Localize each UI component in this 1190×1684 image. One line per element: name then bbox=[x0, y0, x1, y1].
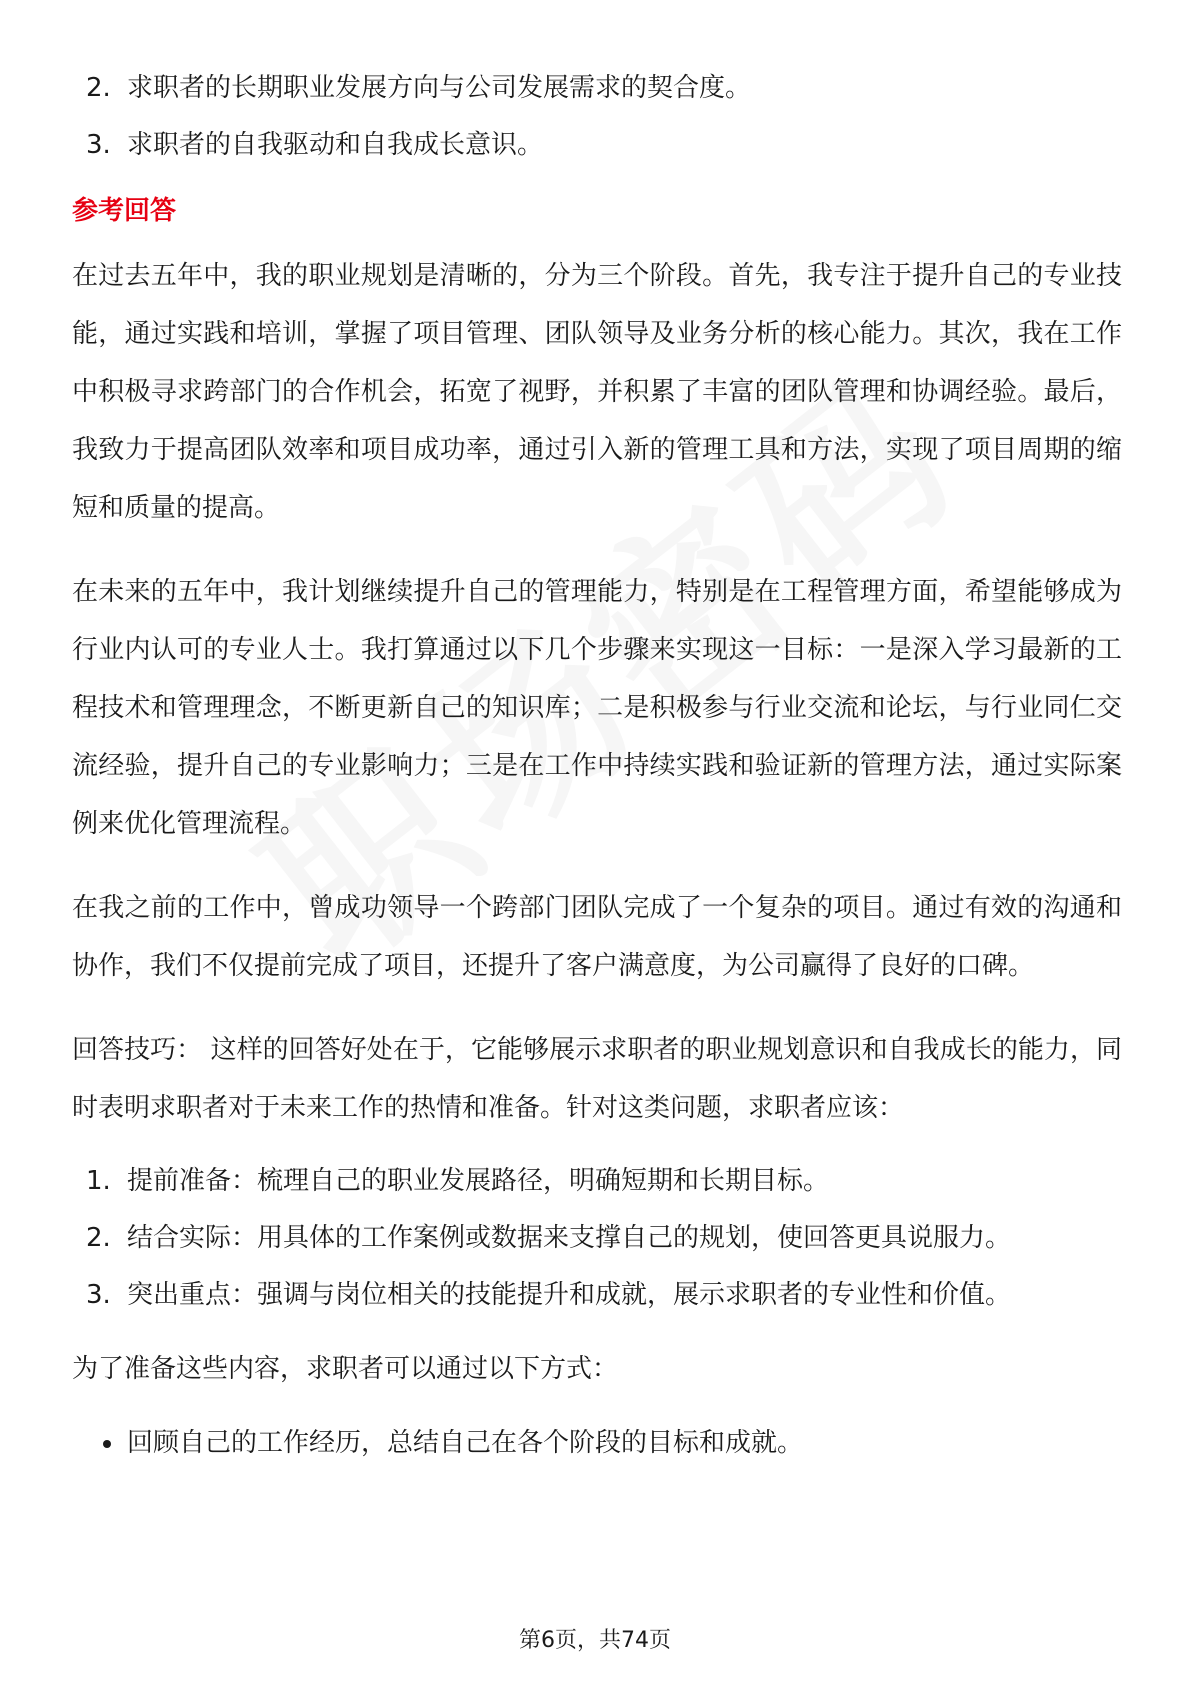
tips-paragraph: 回答技巧： 这样的回答好处在于，它能够展示求职者的职业规划意识和自我成长的能力，同时表明求职者对于未来工作的热情和准备。针对这类问题，求职者应该： bbox=[72, 1035, 1122, 1123]
list-number: 1. bbox=[86, 1166, 111, 1196]
requirements-list bbox=[72, 60, 1122, 174]
tips-list bbox=[72, 1153, 1122, 1324]
page-number: 第6页，共74页 bbox=[519, 1628, 671, 1653]
list-text: 求职者的自我驱动和自我成长意识。 bbox=[127, 130, 544, 160]
page-content bbox=[72, 60, 1122, 1472]
bullet-text: 回顾自己的工作经历，总结自己在各个阶段的目标和成就。 bbox=[127, 1428, 804, 1458]
list-item bbox=[72, 1210, 1122, 1267]
answer-heading: 参考回答 bbox=[72, 196, 177, 226]
paragraph: 在未来的五年中，我计划继续提升自己的管理能力，特别是在工程管理方面，希望能够成为行业内认可的专业人士。我打算通过以下几个步骤来实现这一目标：一是深入学习最新的工程技术和管理理念，不断更新自己的知识库；二是积极参与行业交流和论坛，与行业同仁交流经验，提升自己的专业影响力；三是在工作中持续实践和验证新的管理方法，通过实际案例来优化管理流程。 bbox=[72, 577, 1122, 839]
list-item bbox=[72, 1153, 1122, 1210]
list-item bbox=[72, 60, 1122, 117]
list-number: 2. bbox=[86, 1223, 111, 1253]
list-text: 提前准备：梳理自己的职业发展路径，明确短期和长期目标。 bbox=[127, 1166, 830, 1196]
paragraph: 在我之前的工作中，曾成功领导一个跨部门团队完成了一个复杂的项目。通过有效的沟通和协作，我们不仅提前完成了项目，还提升了客户满意度，为公司赢得了良好的口碑。 bbox=[72, 893, 1122, 981]
list-item bbox=[72, 117, 1122, 174]
list-number: 3. bbox=[86, 1280, 111, 1310]
list-number: 2. bbox=[86, 73, 111, 103]
list-text: 结合实际：用具体的工作案例或数据来支撑自己的规划，使回答更具说服力。 bbox=[127, 1223, 1012, 1253]
bullet-list bbox=[72, 1414, 1122, 1472]
list-text: 求职者的长期职业发展方向与公司发展需求的契合度。 bbox=[127, 73, 752, 103]
bullet-icon bbox=[103, 1440, 111, 1448]
list-item bbox=[72, 1267, 1122, 1324]
paragraph: 在过去五年中，我的职业规划是清晰的，分为三个阶段。首先，我专注于提升自己的专业技能，通过实践和培训，掌握了项目管理、团队领导及业务分析的核心能力。其次，我在工作中积极寻求跨部门的合作机会，拓宽了视野，并积累了丰富的团队管理和协调经验。最后，我致力于提高团队效率和项目成功率，通过引入新的管理工具和方法，实现了项目周期的缩短和质量的提高。 bbox=[72, 261, 1122, 523]
list-text: 突出重点：强调与岗位相关的技能提升和成就，展示求职者的专业性和价值。 bbox=[127, 1280, 1012, 1310]
prep-intro: 为了准备这些内容，求职者可以通过以下方式： bbox=[72, 1354, 619, 1384]
bullet-item bbox=[72, 1414, 1122, 1472]
list-number: 3. bbox=[86, 130, 111, 160]
